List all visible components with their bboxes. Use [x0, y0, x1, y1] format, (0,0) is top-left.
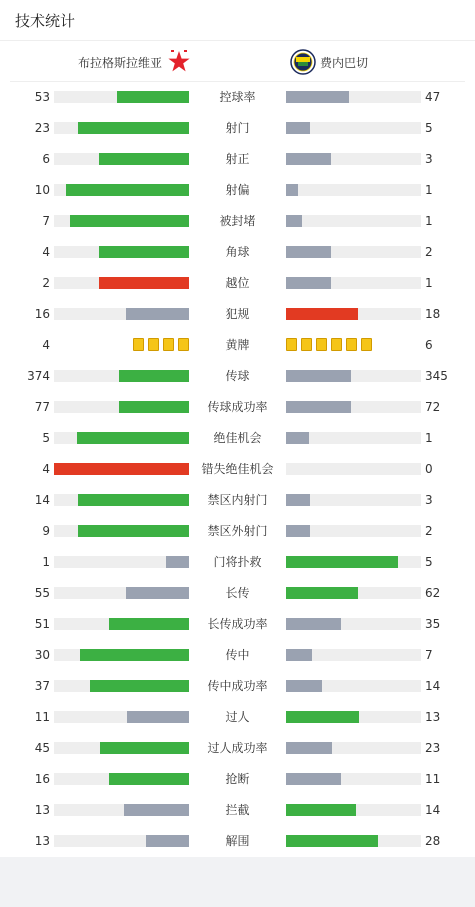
away-stat-value: 3: [425, 493, 433, 507]
stat-label: 射偏: [225, 183, 250, 197]
stat-row: [0, 459, 475, 479]
away-stat-bar-fill: [286, 308, 358, 320]
home-stat-value: 10: [34, 183, 50, 197]
home-stat-value: 4: [42, 338, 50, 352]
away-stat-bar: [286, 680, 421, 692]
home-stat-bar: [54, 649, 189, 661]
home-stat-bar-fill: [80, 649, 189, 661]
home-stat-bar-fill: [78, 122, 189, 134]
stat-label: 抢断: [225, 772, 250, 786]
stat-row: [0, 273, 475, 293]
away-stat-bar-fill: [286, 587, 358, 599]
away-stat-bar: [286, 494, 421, 506]
away-stat-value: 345: [425, 369, 448, 383]
away-stat-value: 11: [425, 772, 441, 786]
away-stat-bar: [286, 773, 421, 785]
away-stat-value: 35: [425, 617, 441, 631]
stat-row: [0, 428, 475, 448]
home-stat-bar: [54, 680, 189, 692]
yellow-card-icon: [361, 338, 372, 351]
away-stat-bar: [286, 308, 421, 320]
home-stat-bar: [54, 215, 189, 227]
stat-label: 被封堵: [219, 214, 256, 228]
stat-label: 射正: [225, 152, 250, 166]
away-stat-bar-fill: [286, 773, 341, 785]
home-stat-bar: [54, 432, 189, 444]
home-stat-bar-fill: [90, 680, 189, 692]
home-stat-bar: [54, 463, 189, 475]
stat-row: [0, 707, 475, 727]
home-stat-bar-fill: [109, 618, 189, 630]
stat-row: [0, 397, 475, 417]
home-stat-bar: [54, 835, 189, 847]
away-stat-bar-fill: [286, 742, 332, 754]
away-stat-bar-fill: [286, 432, 309, 444]
home-stat-bar-fill: [119, 401, 189, 413]
home-stat-value: 13: [34, 803, 50, 817]
away-team-name: 费内巴切: [320, 55, 369, 70]
home-stat-bar: [54, 370, 189, 382]
stat-label: 越位: [225, 276, 250, 290]
stat-row: [0, 552, 475, 572]
home-stat-value: 11: [34, 710, 50, 724]
home-stat-value: 30: [34, 648, 50, 662]
home-stat-bar: [54, 153, 189, 165]
home-stat-bar: [54, 401, 189, 413]
home-stat-bar-fill: [78, 494, 189, 506]
stat-label: 传中成功率: [207, 679, 268, 693]
away-stat-bar: [286, 618, 421, 630]
home-stat-bar-fill: [100, 742, 189, 754]
home-stat-bar-fill: [119, 370, 189, 382]
yellow-card-icon: [331, 338, 342, 351]
away-stat-bar-fill: [286, 618, 341, 630]
away-stat-bar-fill: [286, 122, 310, 134]
page-title: 技术统计: [15, 12, 76, 30]
away-stat-value: 47: [425, 90, 441, 104]
away-stat-bar-fill: [286, 215, 302, 227]
stat-row: [0, 831, 475, 851]
stat-label: 传中: [225, 648, 250, 662]
stat-label: 黄牌: [225, 338, 250, 352]
home-stat-bar: [54, 587, 189, 599]
stat-row: [0, 149, 475, 169]
away-stat-bar-fill: [286, 153, 331, 165]
home-stat-value: 53: [34, 90, 50, 104]
home-stat-value: 374: [27, 369, 50, 383]
home-stat-bar: [54, 773, 189, 785]
away-stat-bar-fill: [286, 401, 351, 413]
yellow-card-icon: [133, 338, 144, 351]
away-stat-bar-fill: [286, 680, 322, 692]
stat-row: [0, 521, 475, 541]
away-team[interactable]: [290, 49, 368, 75]
stat-label: 过人成功率: [207, 741, 268, 755]
yellow-card-icon: [148, 338, 159, 351]
away-stat-bar: [286, 246, 421, 258]
yellow-card-icon: [316, 338, 327, 351]
stat-label: 传球: [225, 369, 250, 383]
home-stat-bar: [54, 122, 189, 134]
home-stat-bar: [54, 618, 189, 630]
away-stat-bar-fill: [286, 556, 398, 568]
home-stat-bar-fill: [54, 463, 189, 475]
home-stat-value: 6: [42, 152, 50, 166]
home-team[interactable]: [78, 49, 192, 75]
stat-label: 控球率: [219, 90, 256, 104]
stat-label: 绝佳机会: [213, 431, 262, 445]
home-stat-bar: [54, 308, 189, 320]
home-stat-bar: [54, 91, 189, 103]
home-stat-bar: [54, 804, 189, 816]
home-stat-value: 2: [42, 276, 50, 290]
home-stat-value: 77: [34, 400, 50, 414]
away-stat-value: 23: [425, 741, 441, 755]
home-stat-bar: [54, 711, 189, 723]
away-stat-value: 0: [425, 462, 433, 476]
away-stat-bar-fill: [286, 835, 378, 847]
home-stat-value: 1: [42, 555, 50, 569]
home-team-name: 布拉格斯拉维亚: [78, 55, 163, 70]
home-stat-value: 4: [42, 462, 50, 476]
home-stat-bar-fill: [124, 804, 189, 816]
home-stat-bar: [54, 184, 189, 196]
stat-label: 解围: [225, 834, 250, 848]
slavia-star-icon: [166, 49, 192, 75]
away-stat-value: 62: [425, 586, 441, 600]
stat-row: [0, 304, 475, 324]
away-stat-value: 13: [425, 710, 441, 724]
stat-label: 长传成功率: [207, 617, 268, 631]
fenerbahce-crest-icon: [290, 49, 316, 75]
home-stat-bar-fill: [66, 184, 189, 196]
stat-row: [0, 583, 475, 603]
away-stat-bar: [286, 835, 421, 847]
divider: [10, 81, 465, 82]
home-stat-bar-fill: [99, 153, 189, 165]
away-stat-bar-fill: [286, 277, 331, 289]
stat-row: [0, 645, 475, 665]
home-stat-bar-fill: [109, 773, 189, 785]
yellow-card-icon: [301, 338, 312, 351]
away-stat-value: 5: [425, 121, 433, 135]
away-stat-value: 28: [425, 834, 441, 848]
home-stat-bar-fill: [166, 556, 189, 568]
home-stat-bar-fill: [127, 711, 189, 723]
yellow-card-icon: [286, 338, 297, 351]
home-stat-value: 13: [34, 834, 50, 848]
away-stat-value: 3: [425, 152, 433, 166]
away-stat-bar-fill: [286, 494, 310, 506]
away-stat-bar: [286, 525, 421, 537]
home-stat-bar-fill: [77, 432, 189, 444]
away-stat-value: 2: [425, 524, 433, 538]
home-stat-value: 16: [34, 772, 50, 786]
home-stat-bar: [54, 556, 189, 568]
away-stat-bar: [286, 215, 421, 227]
away-stat-bar: [286, 153, 421, 165]
home-stat-value: 5: [42, 431, 50, 445]
away-stat-value: 72: [425, 400, 441, 414]
stat-label: 拦截: [225, 803, 250, 817]
away-stat-bar: [286, 370, 421, 382]
away-stat-value: 14: [425, 679, 441, 693]
yellow-card-icon: [346, 338, 357, 351]
away-stat-bar: [286, 587, 421, 599]
away-stat-bar: [286, 277, 421, 289]
away-stat-bar: [286, 184, 421, 196]
away-stat-bar: [286, 556, 421, 568]
home-stat-value: 55: [34, 586, 50, 600]
stat-row: [0, 118, 475, 138]
home-stat-bar-fill: [146, 835, 189, 847]
away-stat-bar: [286, 401, 421, 413]
away-stat-value: 1: [425, 183, 433, 197]
stat-label: 禁区内射门: [207, 493, 268, 507]
stat-label: 犯规: [225, 307, 250, 321]
home-stat-value: 4: [42, 245, 50, 259]
stat-row: [0, 800, 475, 820]
home-yellow-cards: [133, 338, 189, 351]
stat-row: [0, 87, 475, 107]
stat-label: 错失绝佳机会: [201, 462, 274, 476]
stat-row: [0, 211, 475, 231]
away-stat-bar: [286, 804, 421, 816]
home-stat-bar: [54, 525, 189, 537]
stat-row: [0, 242, 475, 262]
home-stat-bar-fill: [126, 587, 189, 599]
stat-label: 长传: [225, 586, 250, 600]
stat-row: [0, 180, 475, 200]
away-stat-bar: [286, 122, 421, 134]
home-stat-bar: [54, 277, 189, 289]
away-stat-bar: [286, 432, 421, 444]
home-stat-value: 37: [34, 679, 50, 693]
home-stat-value: 23: [34, 121, 50, 135]
home-stat-bar-fill: [99, 277, 189, 289]
away-stat-bar-fill: [286, 91, 349, 103]
home-stat-value: 51: [34, 617, 50, 631]
home-stat-bar-fill: [126, 308, 189, 320]
home-stat-bar: [54, 494, 189, 506]
away-stat-value: 1: [425, 431, 433, 445]
away-stat-value: 2: [425, 245, 433, 259]
away-stat-bar-fill: [286, 649, 312, 661]
stat-label: 过人: [225, 710, 250, 724]
stat-row: [0, 335, 475, 355]
stat-label: 禁区外射门: [207, 524, 268, 538]
home-stat-bar-fill: [70, 215, 189, 227]
stat-row: [0, 614, 475, 634]
home-stat-value: 45: [34, 741, 50, 755]
away-stat-value: 18: [425, 307, 441, 321]
away-stat-bar-fill: [286, 246, 331, 258]
away-stat-value: 6: [425, 338, 433, 352]
away-stat-bar: [286, 742, 421, 754]
away-stat-bar: [286, 649, 421, 661]
away-stat-bar: [286, 463, 421, 475]
away-stat-bar: [286, 711, 421, 723]
home-stat-value: 14: [34, 493, 50, 507]
away-yellow-cards: [286, 338, 372, 351]
away-stat-bar-fill: [286, 711, 359, 723]
stat-row: [0, 366, 475, 386]
home-stat-bar: [54, 742, 189, 754]
away-stat-value: 7: [425, 648, 433, 662]
away-stat-value: 1: [425, 214, 433, 228]
stat-row: [0, 738, 475, 758]
away-stat-value: 14: [425, 803, 441, 817]
divider: [0, 40, 475, 41]
home-stat-value: 9: [42, 524, 50, 538]
home-stat-bar-fill: [99, 246, 189, 258]
away-stat-value: 5: [425, 555, 433, 569]
away-stat-bar: [286, 91, 421, 103]
home-stat-bar: [54, 246, 189, 258]
home-stat-bar-fill: [117, 91, 189, 103]
away-stat-bar-fill: [286, 184, 298, 196]
stat-label: 角球: [225, 245, 250, 259]
stat-row: [0, 676, 475, 696]
away-stat-bar-fill: [286, 525, 310, 537]
away-stat-bar-fill: [286, 804, 356, 816]
stat-label: 门将扑救: [213, 555, 262, 569]
away-stat-bar-fill: [286, 370, 351, 382]
yellow-card-icon: [163, 338, 174, 351]
stat-label: 传球成功率: [207, 400, 268, 414]
stat-row: [0, 769, 475, 789]
yellow-card-icon: [178, 338, 189, 351]
stat-label: 射门: [225, 121, 250, 135]
home-stat-value: 16: [34, 307, 50, 321]
home-stat-value: 7: [42, 214, 50, 228]
home-stat-bar-fill: [78, 525, 189, 537]
away-stat-value: 1: [425, 276, 433, 290]
stat-row: [0, 490, 475, 510]
